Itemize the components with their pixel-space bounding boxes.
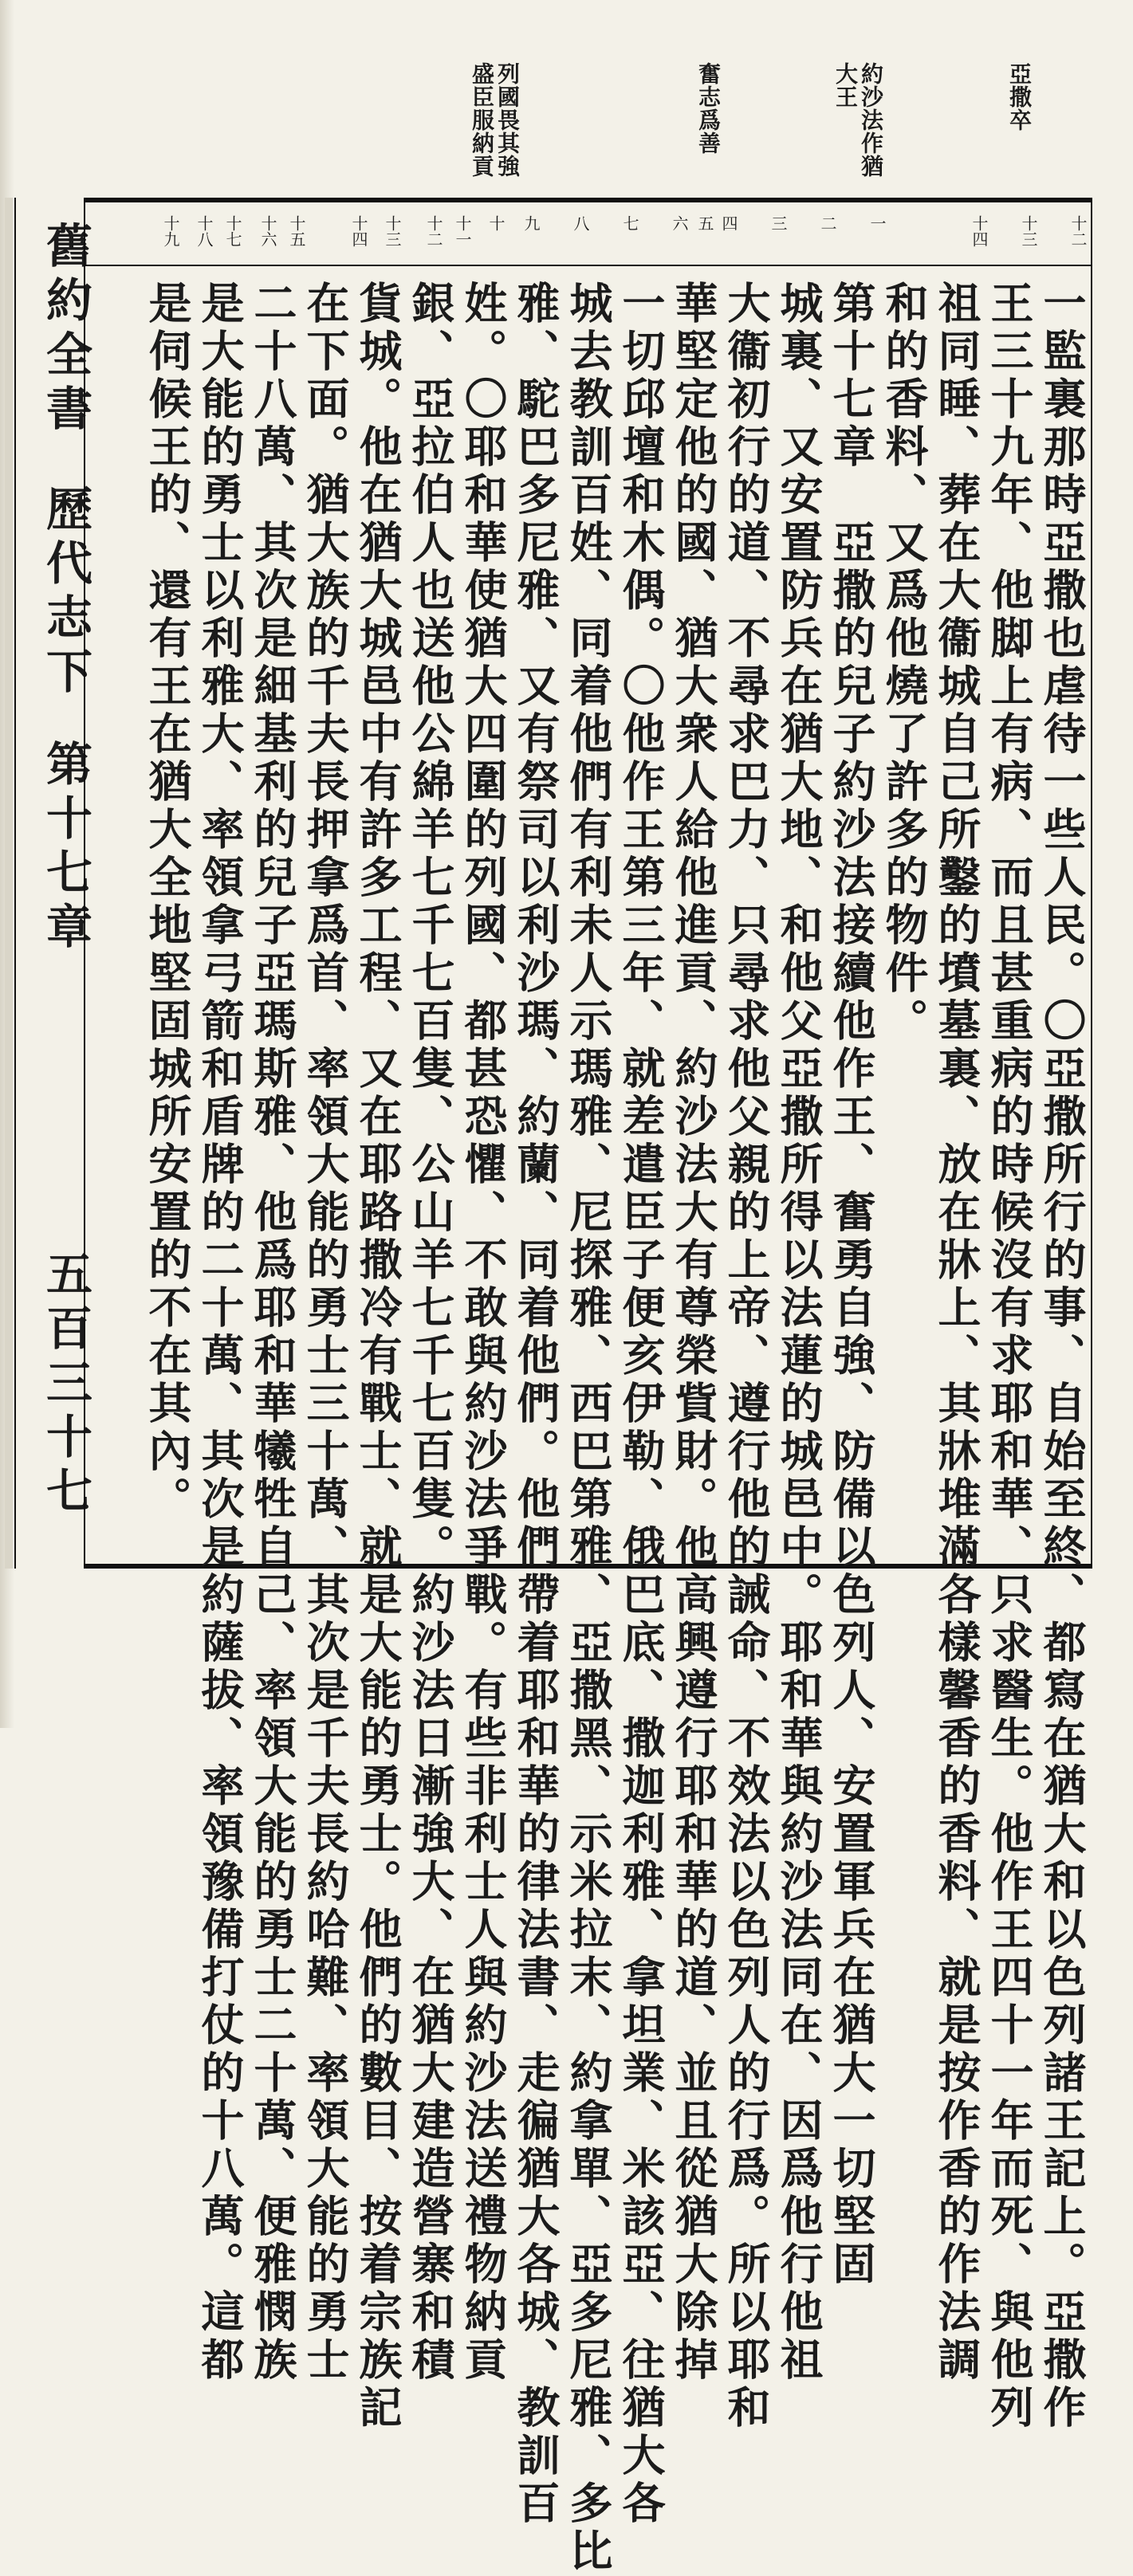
verse-number: 十四 — [970, 215, 989, 247]
text-frame — [84, 198, 1092, 2576]
text-column: 華堅定他的國、猶大衆人給他進貢、約沙法大有尊榮貲財。他高興遵行耶和華的道、並且從猶大除掉 — [668, 281, 719, 2385]
running-header — [14, 198, 92, 1569]
verse-number: 十四 — [349, 215, 368, 247]
text-column: 貨城。他在猶大城邑中有許多工程、又在耶路撒冷有戰士、就是大能的勇士。他們的數目、按着宗族記 — [352, 281, 403, 2433]
text-column: 姓。〇耶和華使猶大四圍的列國、都甚恐懼、不敢與約沙法爭戰。有些非利士人與約沙法送禮物納貢 — [458, 281, 509, 2385]
text-column: 是伺候王的、還有王在猶大全地堅固城所安置的不在其內。 — [142, 281, 193, 1524]
verse-number: 四 — [719, 215, 738, 231]
text-column: 和的香料、又爲他燒了許多的物件。 — [879, 281, 930, 1046]
verse-number: 二 — [818, 215, 837, 231]
page-binding-shadow — [5, 198, 13, 1569]
text-column: 城裏、又安置防兵在猶大地、和他父亞撒所得以法蓮的城邑中。耶和華與約沙法同在、因爲他行他祖 — [773, 281, 824, 2385]
verse-number: 十一 — [453, 215, 472, 247]
text-column: 是大能的勇士以利雅大、率領拿弓箭和盾牌的二十萬、其次是約薩拔、率領豫備打仗的十八萬。這都 — [195, 281, 246, 2385]
text-column: 大衞初行的道、不尋求巴力、只尋求他父親的上帝、遵行他的誡命、不效法以色列人的行爲。所以耶和 — [721, 281, 772, 2433]
verse-number: 十九 — [161, 215, 180, 247]
text-column: 銀、亞拉伯人也送他公綿羊七千七百隻、公山羊七千七百隻。約沙法日漸強大、在猶大建造營寨和積 — [405, 281, 456, 2385]
margin-note-jehoshaphat-king: 約沙法作猶大王 — [832, 62, 884, 178]
text-column: 一切邱壇和木偶。〇他作王第三年、就差遣臣子便亥伊勒、俄巴底、撒迦利雅、拿坦業、米該亞、往猶大各 — [616, 281, 667, 2528]
verse-number: 十三 — [1019, 215, 1038, 247]
chapter-label: 第十七章 — [38, 740, 92, 956]
text-column: 二十八萬、其次是細基利的兒子亞瑪斯雅、他爲耶和華犧牲自己、率領大能的勇士二十萬、便雅憫族 — [247, 281, 298, 2385]
verse-number: 三 — [769, 215, 788, 231]
verse-number: 七 — [620, 215, 639, 231]
verse-number: 十五 — [287, 215, 306, 247]
verse-number: 九 — [521, 215, 541, 231]
verse-number: 十三 — [383, 215, 402, 247]
text-column: 雅、駝巴多尼雅、又有祭司以利沙瑪、約蘭、同着他們。他們帶着耶和華的律法書、走徧猶大各城、教訓百 — [510, 281, 561, 2528]
verse-number: 十六 — [258, 215, 277, 247]
verse-number: 十八 — [195, 215, 214, 247]
verse-number: 十二 — [424, 215, 443, 247]
margin-note-nations-tribute: 列國畏其強盛臣服納貢 — [469, 62, 521, 178]
text-column: 祖同睡、葬在大衞城自己所鑿的墳墓裏、放在牀上、其牀堆滿各樣馨香的香料、就是按作香的作法調 — [931, 281, 982, 2385]
verse-number: 十二 — [1068, 215, 1088, 247]
verse-number: 五 — [695, 215, 714, 231]
text-column: 城去教訓百姓、同着他們有利未人示瑪雅、尼探雅、西巴第雅、亞撒黑、示米拉末、約拿單、亞多尼雅、多比 — [563, 281, 614, 2576]
chapter-heading-column: 第十七章 亞撒的兒子約沙法接續他作王、奮勇自強、防備以色列人、安置軍兵在猶大一切堅固 — [826, 281, 877, 2289]
verse-number: 十七 — [223, 215, 242, 247]
page-number: 五百三十七 — [38, 1250, 92, 1521]
section-title: 歷代志下 — [38, 485, 92, 701]
verse-number: 一 — [867, 215, 887, 231]
text-column: 王三十九年、他脚上有病、而且甚重病的時候沒有求耶和華、只求醫生。他作王四十一年而死、與他列 — [984, 281, 1035, 2433]
verse-number: 十 — [486, 215, 506, 231]
verse-number-band — [85, 202, 1091, 266]
text-column: 在下面。猶大族的千夫長押拿爲首、率領大能的勇士三十萬、其次是千夫長約哈難、率領大能的勇士 — [300, 281, 351, 2385]
margin-note-asa-death: 亞撒卒 — [1006, 62, 1033, 132]
text-column: 一監裏那時亞撒也虐待一些人民。〇亞撒所行的事、自始至終、都寫在猶大和以色列諸王記上。亞撒作 — [1037, 281, 1088, 2433]
verse-number: 八 — [571, 215, 590, 231]
verse-number: 六 — [670, 215, 689, 231]
book-title: 舊約全書 — [38, 222, 92, 438]
margin-note-resolve-good: 奮志爲善 — [695, 62, 722, 155]
